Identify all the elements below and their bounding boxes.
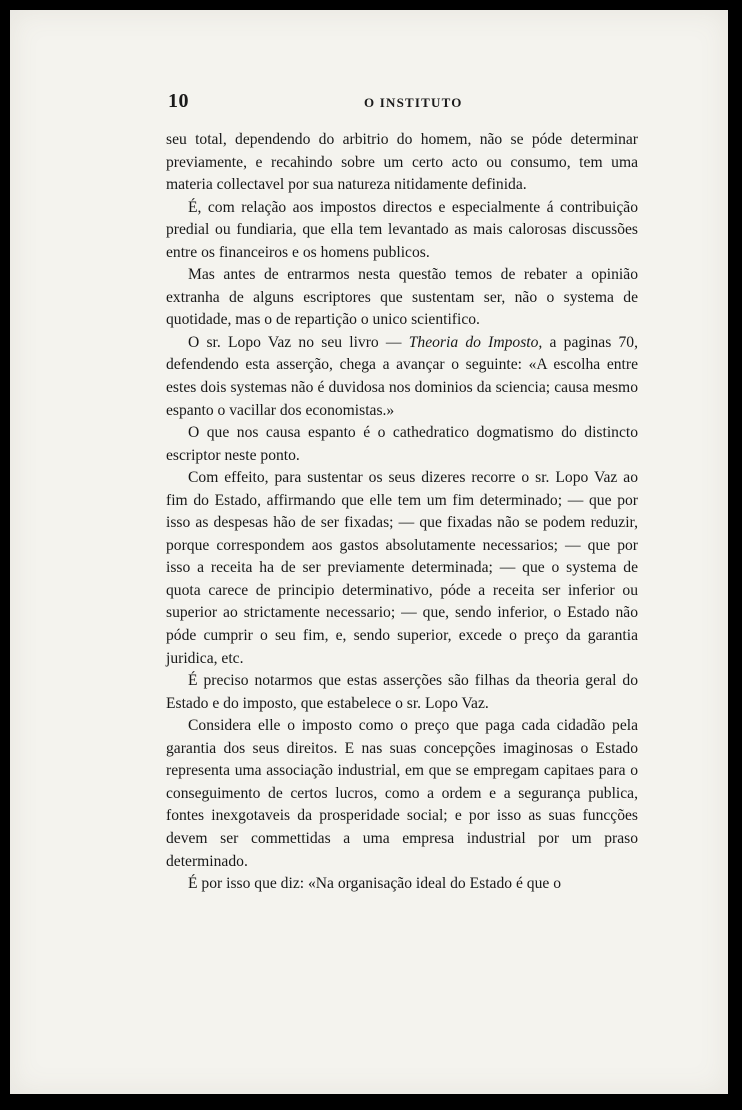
running-title: O INSTITUTO	[364, 95, 463, 110]
page-number: 10	[168, 90, 189, 112]
paragraph-7: É preciso notarmos que estas asserções são filhas da theoria geral do Estado e do imposto, que estabelece o sr. Lopo Vaz.	[166, 672, 638, 712]
paragraph-4-before: O sr. Lopo Vaz no seu livro —	[188, 333, 409, 351]
paragraph-4	[166, 332, 638, 422]
paragraph-5: O que nos causa espanto é o cathedratico dogmatismo do distincto escriptor neste ponto.	[166, 424, 638, 464]
paragraph-9: É por isso que diz: «Na organisação ideal do Estado é que o	[188, 875, 561, 893]
paragraph-3: Mas antes de entrarmos nesta questão temos de rebater a opinião extranha de alguns escriptores que sustentam ser, não o systema de quotidade, mas o de repartição o unico scientifico.	[166, 266, 638, 329]
paragraph-1: seu total, dependendo do arbitrio do homem, não se póde determinar previamente, e recahindo sobre um certo acto ou consumo, tem uma materia collectavel por sua natureza nitidamente definida.	[166, 131, 638, 194]
page-header	[168, 90, 648, 120]
paragraph-4-after: a paginas 70, defendendo esta asserção, chega a avançar o seguinte: «A escolha entre estes dois systemas não é duvidosa nos dominios da sciencia; causa mesmo espanto o vacillar dos economistas.»	[166, 333, 638, 419]
book-title: Theoria do Imposto,	[408, 333, 543, 351]
paragraph-8: Considera elle o imposto como o preço que paga cada cidadão pela garantia dos seus direitos. E nas suas concepções imaginosas o Estado representa uma associação industrial, em que se empregam capitaes para o conseguimento de certos lucros, como a ordem e a segurança publica, fontes inexgotaveis da prosperidade social; e por isso as suas funcções devem ser commettidas a uma empresa industrial por um praso determinado.	[166, 717, 638, 870]
paragraph-2: É, com relação aos impostos directos e especialmente á contribuição predial ou fundiaria, que ella tem levantado as mais calorosas discussões entre os financeiros e os homens publicos.	[166, 198, 638, 261]
paragraph-6: Com effeito, para sustentar os seus dizeres recorre o sr. Lopo Vaz ao fim do Estado, affirmando que elle tem um fim determinado; — que por isso as despesas hão de ser fixadas; — que fixadas não se podem reduzir, porque correspondem aos gastos absolutamente necessarios; — que por isso a receita ha de ser previamente determinada; — que o systema de quota carece de principio determinativo, póde a receita ser inferior ou superior ao strictamente necessario; — que, sendo inferior, o Estado não póde cumprir o seu fim, e, sendo superior, excede o preço da garantia juridica, etc.	[166, 469, 638, 667]
body-text	[166, 129, 638, 896]
